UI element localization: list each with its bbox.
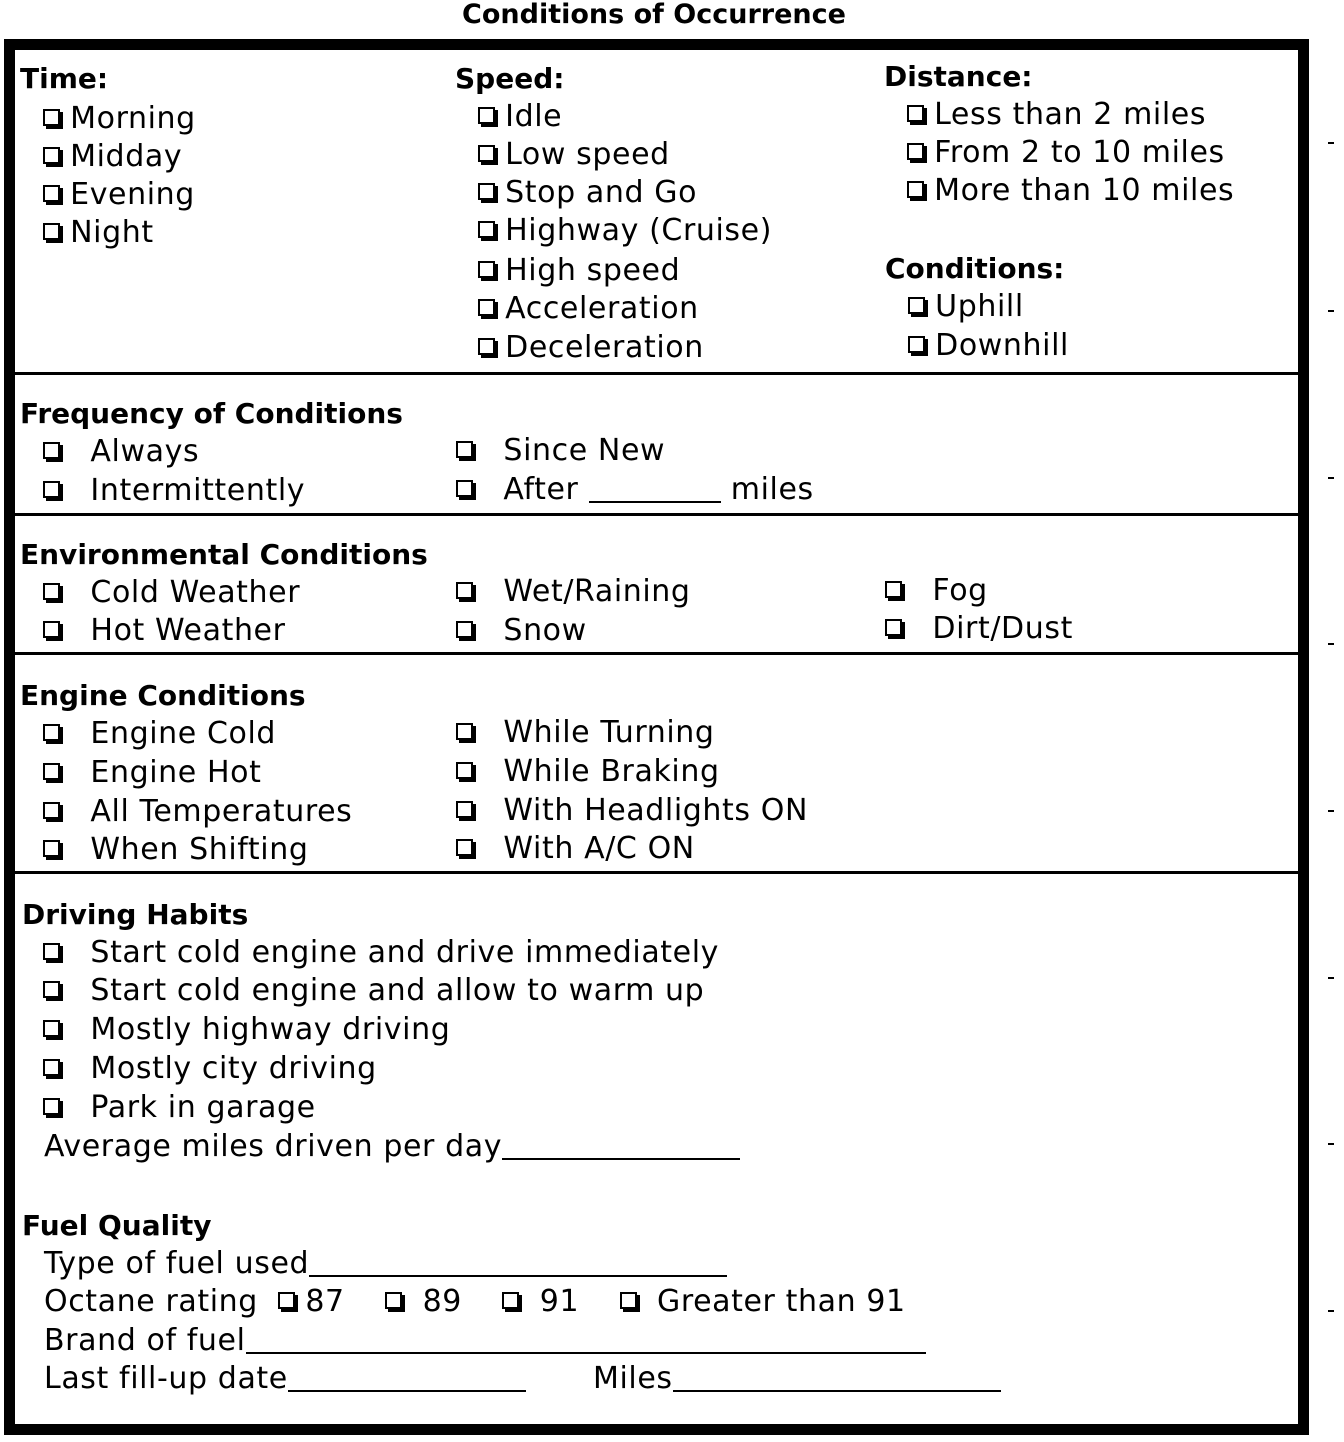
checkbox-icon[interactable] [478, 338, 495, 355]
distance-2-to-10-option[interactable]: From 2 to 10 miles [907, 134, 1225, 172]
octane-greater-than-91-option[interactable]: Greater than 91 [620, 1284, 906, 1319]
checkbox-icon[interactable] [620, 1292, 637, 1309]
fuel-quality-heading: Fuel Quality [22, 1209, 212, 1242]
environmental-wet-raining-option[interactable]: Wet/Raining [456, 573, 691, 611]
edge-tick-mark [1328, 1310, 1334, 1312]
checkbox-icon[interactable] [43, 147, 60, 164]
speed-high-option[interactable]: High speed [478, 252, 680, 290]
speed-low-option[interactable]: Low speed [478, 136, 670, 174]
fuel-type-row: Type of fuel used [44, 1245, 727, 1283]
octane-91-option[interactable]: 91 [502, 1284, 579, 1319]
edge-tick-mark [1328, 477, 1334, 479]
speed-heading: Speed: [455, 62, 565, 95]
checkbox-icon[interactable] [43, 1020, 60, 1037]
frequency-always-option[interactable]: Always [43, 433, 199, 471]
octane-row: Octane rating 87 89 91 Greater than 91 [44, 1284, 906, 1319]
checkbox-icon[interactable] [456, 723, 473, 740]
checkbox-icon[interactable] [908, 297, 925, 314]
time-morning-option[interactable]: Morning [43, 100, 196, 138]
section-divider [15, 372, 1298, 375]
checkbox-icon[interactable] [43, 840, 60, 857]
habit-warm-up-option[interactable]: Start cold engine and allow to warm up [43, 972, 704, 1010]
octane-89-option[interactable]: 89 [385, 1284, 462, 1319]
checkbox-icon[interactable] [478, 261, 495, 278]
checkbox-icon[interactable] [385, 1292, 402, 1309]
checkbox-icon[interactable] [43, 1098, 60, 1115]
section-divider [15, 513, 1298, 516]
time-night-option[interactable]: Night [43, 214, 154, 252]
average-miles-row: Average miles driven per day [44, 1128, 740, 1166]
edge-tick-mark [1328, 310, 1334, 312]
time-heading: Time: [20, 62, 109, 95]
engine-while-turning-option[interactable]: While Turning [456, 714, 715, 752]
checkbox-icon[interactable] [907, 105, 924, 122]
fuel-type-field[interactable] [309, 1249, 727, 1277]
engine-headlights-on-option[interactable]: With Headlights ON [456, 792, 808, 830]
environmental-snow-option[interactable]: Snow [456, 612, 587, 650]
environmental-cold-weather-option[interactable]: Cold Weather [43, 574, 300, 612]
speed-highway-option[interactable]: Highway (Cruise) [478, 212, 772, 250]
engine-heading: Engine Conditions [20, 679, 306, 712]
environmental-hot-weather-option[interactable]: Hot Weather [43, 612, 286, 650]
checkbox-icon[interactable] [502, 1292, 519, 1309]
checkbox-icon[interactable] [456, 621, 473, 638]
conditions-downhill-option[interactable]: Downhill [908, 327, 1069, 365]
checkbox-icon[interactable] [43, 763, 60, 780]
checkbox-icon[interactable] [478, 107, 495, 124]
average-miles-field[interactable] [502, 1132, 740, 1160]
checkbox-icon[interactable] [456, 582, 473, 599]
section-divider [15, 652, 1298, 655]
miles-field[interactable] [673, 1364, 1001, 1392]
checkbox-icon[interactable] [43, 981, 60, 998]
time-midday-option[interactable]: Midday [43, 138, 182, 176]
time-evening-option[interactable]: Evening [43, 176, 195, 214]
checkbox-icon[interactable] [907, 143, 924, 160]
engine-ac-on-option[interactable]: With A/C ON [456, 830, 695, 868]
environmental-dirt-dust-option[interactable]: Dirt/Dust [885, 610, 1073, 648]
checkbox-icon[interactable] [43, 802, 60, 819]
frequency-after-option[interactable]: After miles [456, 471, 814, 509]
speed-deceleration-option[interactable]: Deceleration [478, 329, 704, 367]
distance-less-than-2-option[interactable]: Less than 2 miles [907, 96, 1206, 134]
environmental-fog-option[interactable]: Fog [885, 572, 988, 610]
checkbox-icon[interactable] [907, 181, 924, 198]
distance-more-than-10-option[interactable]: More than 10 miles [907, 172, 1234, 210]
last-fillup-date-field[interactable] [288, 1364, 526, 1392]
frequency-heading: Frequency of Conditions [20, 397, 403, 430]
habit-garage-option[interactable]: Park in garage [43, 1089, 316, 1127]
speed-stop-and-go-option[interactable]: Stop and Go [478, 174, 697, 212]
environmental-heading: Environmental Conditions [20, 538, 428, 571]
frequency-since-new-option[interactable]: Since New [456, 432, 665, 470]
last-fillup-row: Last fill-up date [44, 1360, 526, 1398]
checkbox-icon[interactable] [43, 185, 60, 202]
checkbox-icon[interactable] [43, 481, 60, 498]
checkbox-icon[interactable] [43, 621, 60, 638]
miles-row: Miles [593, 1360, 1001, 1398]
edge-tick-mark [1328, 810, 1334, 812]
engine-while-braking-option[interactable]: While Braking [456, 753, 720, 791]
edge-tick-mark [1328, 1143, 1334, 1145]
engine-hot-option[interactable]: Engine Hot [43, 754, 261, 792]
checkbox-icon[interactable] [478, 221, 495, 238]
checkbox-icon[interactable] [478, 145, 495, 162]
checkbox-icon[interactable] [456, 839, 473, 856]
checkbox-icon[interactable] [478, 299, 495, 316]
distance-heading: Distance: [884, 60, 1033, 93]
edge-tick-mark [1328, 142, 1334, 144]
checkbox-icon[interactable] [456, 441, 473, 458]
checkbox-icon[interactable] [885, 619, 902, 636]
form-frame [4, 39, 1309, 1435]
section-divider [15, 871, 1298, 874]
engine-when-shifting-option[interactable]: When Shifting [43, 831, 309, 869]
frequency-intermittently-option[interactable]: Intermittently [43, 472, 305, 510]
conditions-heading: Conditions: [885, 252, 1065, 285]
checkbox-icon[interactable] [43, 1059, 60, 1076]
page-title: Conditions of Occurrence [462, 0, 846, 30]
checkbox-icon[interactable] [885, 581, 902, 598]
checkbox-icon[interactable] [908, 336, 925, 353]
edge-tick-mark [1328, 643, 1334, 645]
checkbox-icon[interactable] [43, 109, 60, 126]
checkbox-icon[interactable] [43, 943, 60, 960]
octane-87-option[interactable]: 87 [278, 1284, 345, 1319]
speed-acceleration-option[interactable]: Acceleration [478, 290, 699, 328]
checkbox-icon[interactable] [43, 442, 60, 459]
driving-habits-heading: Driving Habits [22, 898, 249, 931]
habit-city-option[interactable]: Mostly city driving [43, 1050, 377, 1088]
habit-drive-immediately-option[interactable]: Start cold engine and drive immediately [43, 934, 719, 972]
checkbox-icon[interactable] [456, 801, 473, 818]
fuel-brand-row: Brand of fuel [44, 1322, 926, 1360]
checkbox-icon[interactable] [278, 1292, 295, 1309]
checkbox-icon[interactable] [43, 223, 60, 240]
speed-idle-option[interactable]: Idle [478, 98, 562, 136]
conditions-uphill-option[interactable]: Uphill [908, 288, 1024, 326]
checkbox-icon[interactable] [456, 480, 473, 497]
engine-all-temperatures-option[interactable]: All Temperatures [43, 793, 352, 831]
checkbox-icon[interactable] [456, 762, 473, 779]
checkbox-icon[interactable] [43, 583, 60, 600]
habit-highway-option[interactable]: Mostly highway driving [43, 1011, 450, 1049]
edge-tick-mark [1328, 977, 1334, 979]
engine-cold-option[interactable]: Engine Cold [43, 715, 276, 753]
after-miles-field[interactable] [589, 475, 721, 503]
checkbox-icon[interactable] [43, 724, 60, 741]
fuel-brand-field[interactable] [246, 1326, 926, 1354]
checkbox-icon[interactable] [478, 183, 495, 200]
